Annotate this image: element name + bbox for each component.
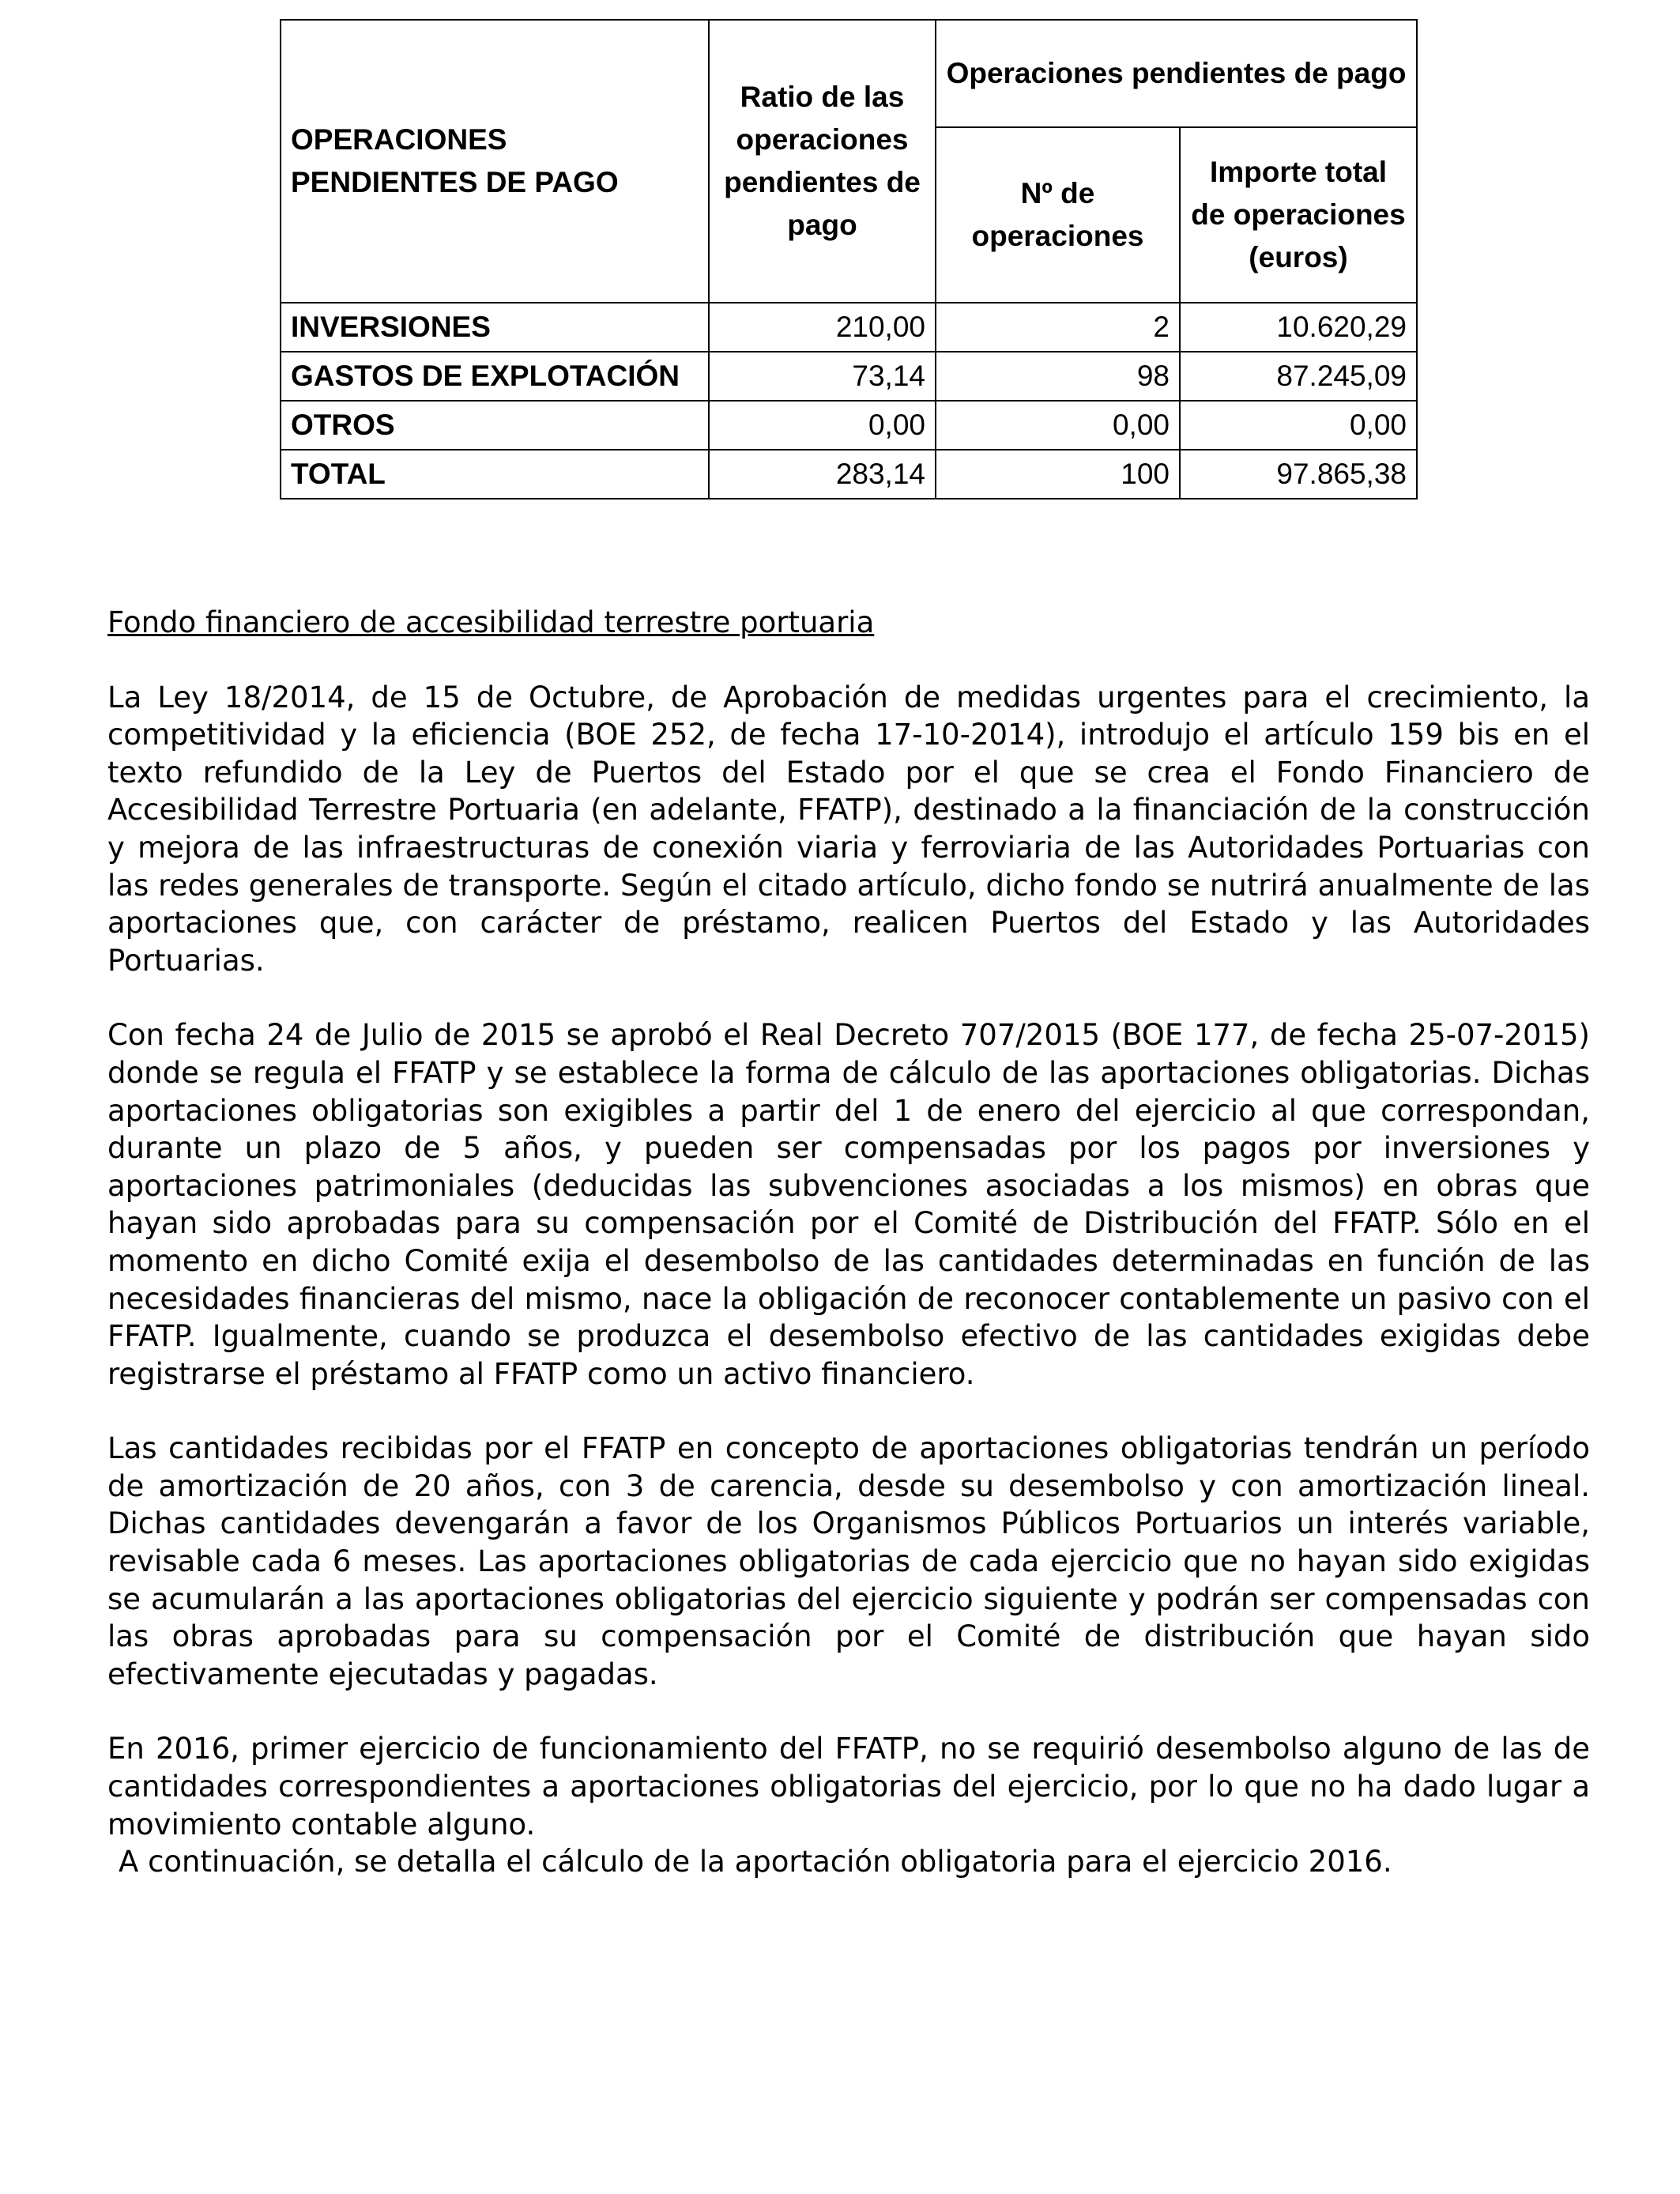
paragraph-cantidades: Las cantidades recibidas por el FFATP en concepto de aportaciones obligatorias tendrán un período de amortización de 20 años, con 3 de carencia, desde su desembolso y con amortización lineal. Dichas cantidades devengarán a favor de los Organismos Públicos Portuarios un interés variable, revisable cada 6 meses. Las aportaciones obligatorias de cada ejercicio que no hayan sido exigidas se acumularán a las aportaciones obligatorias del ejercicio siguiente y podrán ser compensadas con las obras aprobadas para su compensación por el Comité de distribución que hayan sido efectivamente ejecutadas y pagadas. xyxy=(107,1431,1590,1691)
header-operaciones-pendientes: OPERACIONES PENDIENTES DE PAGO xyxy=(281,20,709,303)
table-row xyxy=(281,401,1417,450)
document-body xyxy=(107,604,1590,1881)
paragraph-real-decreto: Con fecha 24 de Julio de 2015 se aprobó el Real Decreto 707/2015 (BOE 177, de fecha 25-07-2015) donde se regula el FFATP y se establece la forma de cálculo de las aportaciones obligatorias. Dichas aportaciones obligatorias son exigibles a partir del 1 de enero del ejercicio al que correspondan, durante un plazo de 5 años, y pueden ser compensadas por los pagos por inversiones y aportaciones patrimoniales (deducidas las subvenciones asociadas a los mismos) en obras que hayan sido aprobadas para su compensación por el Comité de Distribución del FFATP. Sólo en el momento en dicho Comité exija el desembolso de las cantidades determinadas en función de las necesidades financieras del mismo, nace la obligación de reconocer contablemente un pasivo con el FFATP. Igualmente, cuando se produzca el desembolso efectivo de las cantidades exigidas debe registrarse el préstamo al FFATP como un activo financiero. xyxy=(107,1018,1590,1391)
pending-payments-table xyxy=(280,19,1418,499)
section-title: Fondo financiero de accesibilidad terrestre portuaria xyxy=(107,605,875,639)
row-num-operaciones: 98 xyxy=(936,352,1180,401)
row-num-operaciones: 100 xyxy=(936,450,1180,499)
paragraph-continuacion: A continuación, se detalla el cálculo de la aportación obligatoria para el ejercicio 2016. xyxy=(119,1845,1392,1879)
header-operaciones-group: Operaciones pendientes de pago xyxy=(936,20,1417,127)
table-row xyxy=(281,352,1417,401)
header-num-operaciones: Nº de operaciones xyxy=(936,127,1180,303)
row-ratio: 210,00 xyxy=(709,303,936,352)
table-row xyxy=(281,450,1417,499)
paragraph-2016: En 2016, primer ejercicio de funcionamiento del FFATP, no se requirió desembolso alguno de las de cantidades correspondientes a aportaciones obligatorias del ejercicio, por lo que no ha dado lugar a movimiento contable alguno. xyxy=(107,1732,1590,1842)
row-importe: 0,00 xyxy=(1180,401,1417,450)
row-label: OTROS xyxy=(281,401,709,450)
table-row xyxy=(281,303,1417,352)
row-num-operaciones: 2 xyxy=(936,303,1180,352)
header-importe-total: Importe total de operaciones (euros) xyxy=(1180,127,1417,303)
row-importe: 87.245,09 xyxy=(1180,352,1417,401)
paragraph-ley: La Ley 18/2014, de 15 de Octubre, de Aprobación de medidas urgentes para el crecimiento, la competitividad y la eficiencia (BOE 252, de fecha 17-10-2014), introdujo el artículo 159 bis en el texto refundido de la Ley de Puertos del Estado por el que se crea el Fondo Financiero de Accesibilidad Terrestre Portuaria (en adelante, FFATP), destinado a la financiación de la construcción y mejora de las infraestructuras de conexión viaria y ferroviaria de las Autoridades Portuarias con las redes generales de transporte. Según el citado artículo, dicho fondo se nutrirá anualmente de las aportaciones que, con carácter de préstamo, realicen Puertos del Estado y las Autoridades Portuarias. xyxy=(107,680,1590,978)
row-ratio: 73,14 xyxy=(709,352,936,401)
row-label: TOTAL xyxy=(281,450,709,499)
row-importe: 10.620,29 xyxy=(1180,303,1417,352)
row-ratio: 283,14 xyxy=(709,450,936,499)
row-label: GASTOS DE EXPLOTACIÓN xyxy=(281,352,709,401)
row-label: INVERSIONES xyxy=(281,303,709,352)
header-ratio: Ratio de las operaciones pendientes de pago xyxy=(709,20,936,303)
pending-payments-table-wrapper xyxy=(280,19,1418,499)
row-ratio: 0,00 xyxy=(709,401,936,450)
row-num-operaciones: 0,00 xyxy=(936,401,1180,450)
row-importe: 97.865,38 xyxy=(1180,450,1417,499)
